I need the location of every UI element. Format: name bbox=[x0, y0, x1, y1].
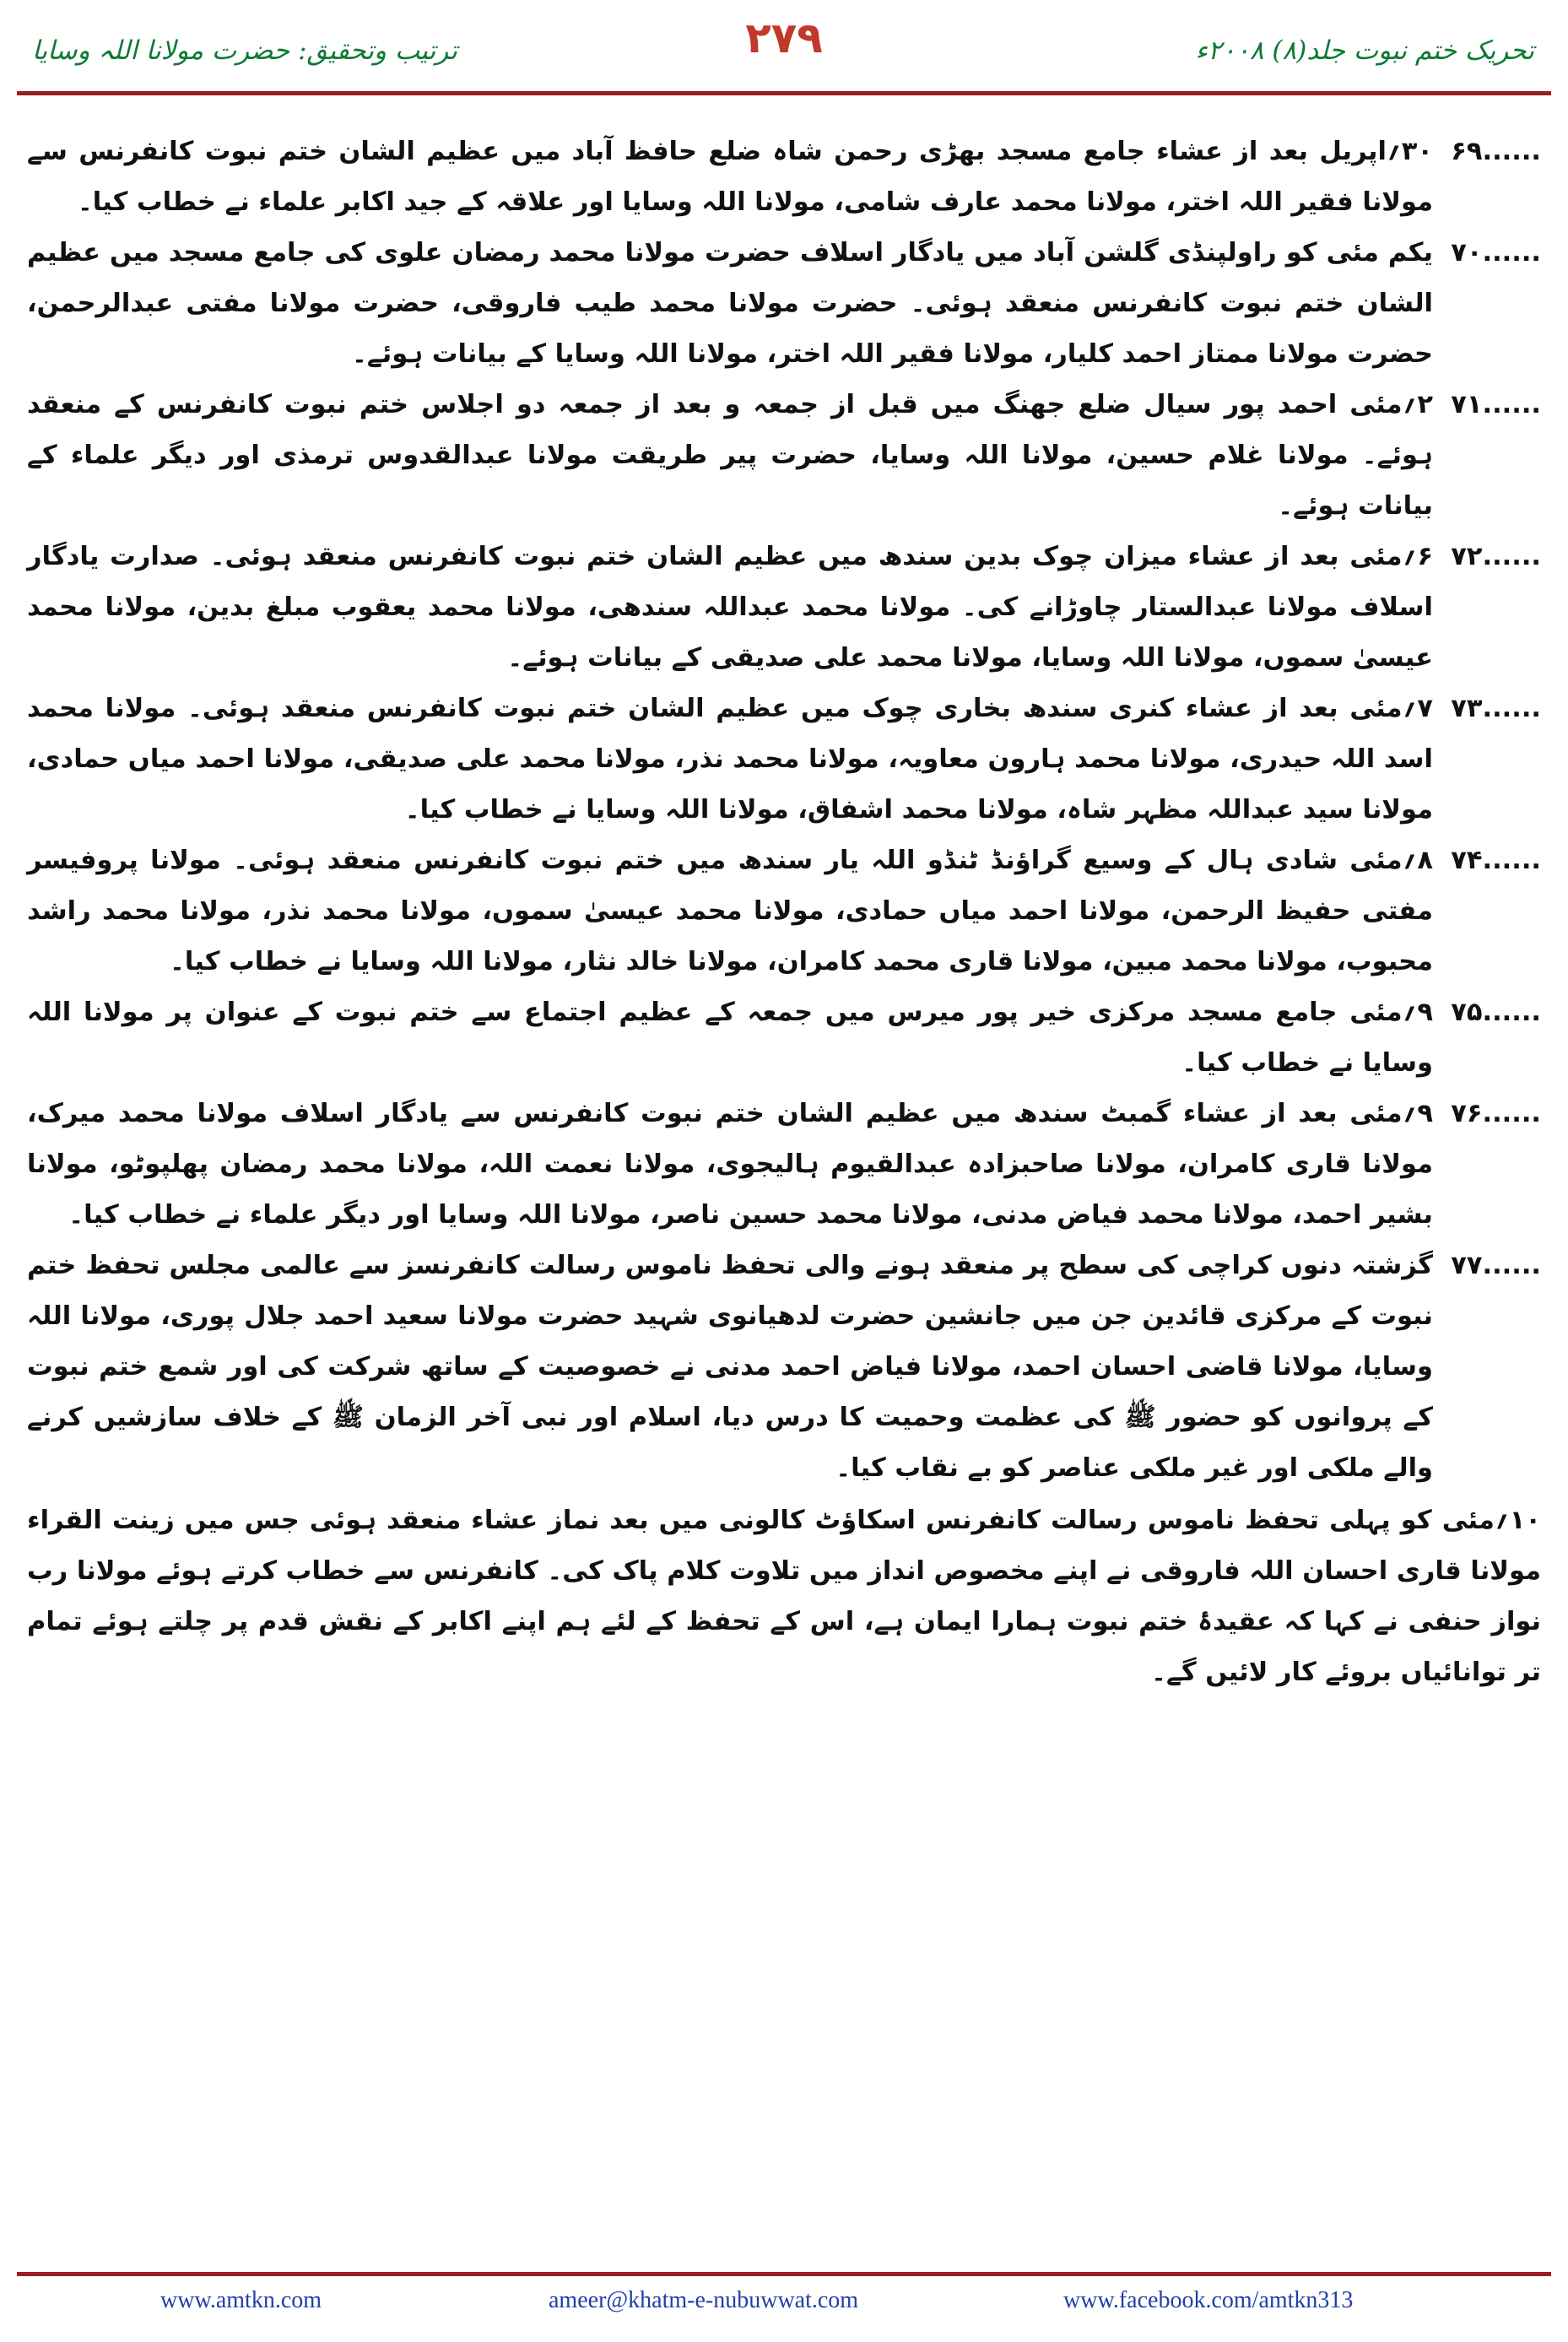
page-number: ۲۷۹ bbox=[745, 14, 823, 62]
closing-paragraph: ۱۰؍مئی کو پہلی تحفظ ناموس رسالت کانفرنس اسکاؤٹ کالونی میں بعد نماز عشاء منعقد ہوئی جس میں زینت القراء مولانا قاری احسان اللہ فاروقی نے اپنے مخصوص انداز میں تلاوت کلام پاک کی۔ کانفرنس سے خطاب کرتے ہوئے مولانا رب نواز حنفی نے کہا کہ عقیدۂ ختم نبوت ہمارا ایمان ہے، اس کے تحفظ کے لئے ہم اپنے اکابر کے نقش قدم پر چلتے ہوئے تمام تر توانائیاں بروئے کار لائیں گے۔ bbox=[27, 1506, 1541, 1687]
list-item bbox=[27, 836, 1541, 987]
entry-number: ۷۵...... bbox=[1451, 998, 1541, 1027]
entry-number: ۷۴...... bbox=[1451, 846, 1541, 875]
entry-number: ۷۷...... bbox=[1451, 1251, 1541, 1280]
list-item bbox=[27, 532, 1541, 684]
entry-text: گزشتہ دنوں کراچی کی سطح پر منعقد ہونے والی تحفظ ناموس رسالت کانفرنسز سے عالمی مجلس تحفظ ختم نبوت کے مرکزی قائدین جن میں جانشین حضرت لدھیانوی شہید حضرت مولانا سعید احمد جلال پوری، مولانا اللہ وسایا، مولانا قاضی احسان احمد، مولانا فیاض احمد مدنی نے خصوصیت کے ساتھ شرکت کی اور شمع ختم نبوت کے پروانوں کو حضور ﷺ کی عظمت وحمیت کا درس دیا، اسلام اور نبی آخر الزمان ﷺ کے خلاف سازشیں کرنے والے ملکی اور غیر ملکی عناصر کو بے نقاب کیا۔ bbox=[27, 1251, 1433, 1483]
entry-number: ۷۱...... bbox=[1451, 390, 1541, 419]
entry-number: ۶۹...... bbox=[1451, 137, 1541, 166]
entry-number: ۷۳...... bbox=[1451, 694, 1541, 723]
list-item bbox=[27, 1089, 1541, 1241]
list-item bbox=[27, 1241, 1541, 1494]
header-compiler: ترتیب وتحقیق: حضرت مولانا اللہ وسایا bbox=[32, 35, 458, 66]
entry-text: یکم مئی کو راولپنڈی گلشن آباد میں یادگار اسلاف حضرت مولانا محمد رمضان علوی کی جامع مسجد میں عظیم الشان ختم نبوت کانفرنس منعقد ہوئی۔ حضرت مولانا محمد طیب فاروقی، حضرت مولانا مفتی عبدالرحمن، حضرت مولانا ممتاز احمد کلیار، مولانا فقیر اللہ اختر، مولانا اللہ وسایا کے بیانات ہوئے۔ bbox=[27, 238, 1433, 369]
header-book-title: تحریک ختم نبوت جلد(۸) ۲۰۰۸ء bbox=[1195, 35, 1534, 66]
list-item bbox=[27, 987, 1541, 1089]
entry-text: ۳۰؍اپریل بعد از عشاء جامع مسجد بھڑی رحمن شاہ ضلع حافظ آباد میں عظیم الشان ختم نبوت کانفرنس سے مولانا فقیر اللہ اختر، مولانا محمد عارف شامی، مولانا اللہ وسایا اور علاقہ کے جید اکابر علماء نے خطاب کیا۔ bbox=[27, 137, 1433, 217]
page-header bbox=[0, 0, 1568, 93]
header-divider bbox=[17, 91, 1551, 95]
list-item bbox=[27, 228, 1541, 380]
footer-email-link[interactable]: ameer@khatm-e-nubuwwat.com bbox=[549, 2287, 859, 2313]
footer-divider bbox=[17, 2272, 1551, 2276]
entry-text: ۹؍مئی بعد از عشاء گمبٹ سندھ میں عظیم الشان ختم نبوت کانفرنس سے یادگار اسلاف مولانا محمد میرک، مولانا قاری کامران، مولانا صاحبزادہ عبدالقیوم ہالیجوی، مولانا نعمت اللہ، مولانا محمد رمضان پھلپوٹو، مولانا بشیر احمد، مولانا محمد فیاض مدنی، مولانا محمد حسین ناصر، مولانا اللہ وسایا اور دیگر علماء نے خطاب کیا۔ bbox=[27, 1099, 1433, 1230]
page-footer bbox=[0, 2280, 1568, 2323]
list-item bbox=[27, 127, 1541, 228]
footer-website-link[interactable]: www.amtkn.com bbox=[160, 2287, 322, 2313]
entry-text: ۲؍مئی احمد پور سیال ضلع جھنگ میں قبل از جمعہ و بعد از جمعہ دو اجلاس ختم نبوت کانفرنس کے منعقد ہوئے۔ مولانا غلام حسین، مولانا اللہ وسایا، حضرت پیر طریقت مولانا عبدالقدوس ترمذی اور دیگر علماء کے بیانات ہوئے۔ bbox=[27, 390, 1433, 521]
page-body bbox=[27, 127, 1541, 2262]
entry-text: ۸؍مئی شادی ہال کے وسیع گراؤنڈ ٹنڈو اللہ یار سندھ میں ختم نبوت کانفرنس منعقد ہوئی۔ مولانا پروفیسر مفتی حفیظ الرحمن، مولانا احمد میاں حمادی، مولانا محمد عیسیٰ سموں، مولانا محمد نذر، مولانا محمد راشد محبوب، مولانا محمد مبین، مولانا قاری محمد کامران، مولانا خالد نثار، مولانا اللہ وسایا نے خطاب کیا۔ bbox=[27, 846, 1433, 976]
list-item bbox=[27, 380, 1541, 532]
entry-number: ۷۶...... bbox=[1451, 1099, 1541, 1128]
entry-text: ۹؍مئی جامع مسجد مرکزی خیر پور میرس میں جمعہ کے عظیم اجتماع سے ختم نبوت کے عنوان پر مولانا اللہ وسایا نے خطاب کیا۔ bbox=[27, 998, 1433, 1078]
entry-text: ۷؍مئی بعد از عشاء کنری سندھ بخاری چوک میں عظیم الشان ختم نبوت کانفرنس منعقد ہوئی۔ مولانا محمد اسد اللہ حیدری، مولانا محمد ہارون معاویہ، مولانا محمد نذر، مولانا محمد علی صدیقی، مولانا احمد میاں حمادی، مولانا سید عبداللہ مظہر شاہ، مولانا محمد اشفاق، مولانا اللہ وسایا نے خطاب کیا۔ bbox=[27, 694, 1433, 825]
entry-number: ۷۰...... bbox=[1451, 238, 1541, 268]
entry-number: ۷۲...... bbox=[1451, 542, 1541, 571]
entry-text: ۶؍مئی بعد از عشاء میزان چوک بدین سندھ میں عظیم الشان ختم نبوت کانفرنس منعقد ہوئی۔ صدارت یادگار اسلاف مولانا عبدالستار چاوڑانے کی۔ مولانا محمد عبداللہ سندھی، مولانا محمد یعقوب مبلغ بدین، مولانا محمد عیسیٰ سموں، مولانا اللہ وسایا، مولانا محمد علی صدیقی کے بیانات ہوئے۔ bbox=[27, 542, 1433, 673]
list-item bbox=[27, 684, 1541, 836]
footer-facebook-link[interactable]: www.facebook.com/amtkn313 bbox=[1063, 2287, 1354, 2313]
